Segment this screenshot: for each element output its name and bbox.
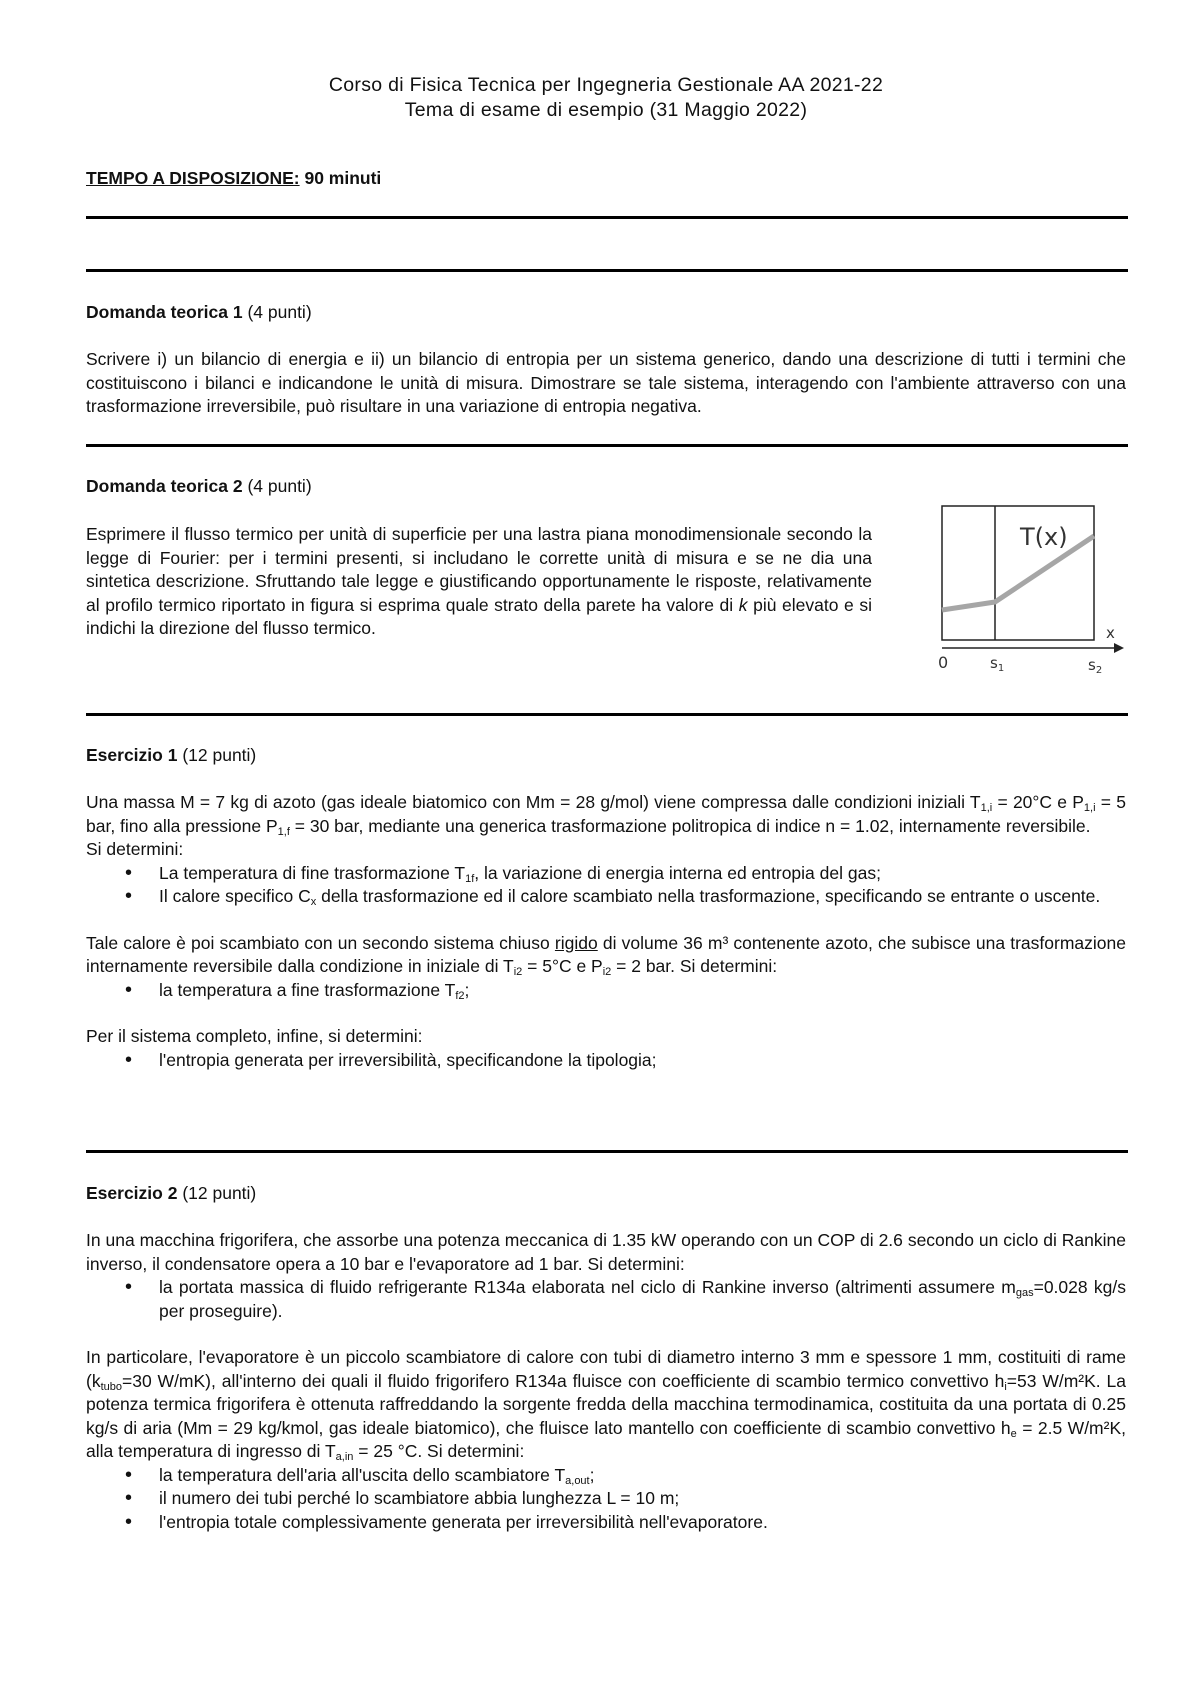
list-item: • il numero dei tubi perché lo scambiatore abbia lunghezza L = 10 m; [159,1487,1126,1511]
q1-heading [86,301,1126,325]
divider-1 [86,216,1128,219]
ex1-body [86,791,1126,1072]
wall-frame [942,506,1094,640]
time-available [86,167,1126,191]
ex1-paragraph-1: Una massa M = 7 kg di azoto (gas ideale biatomico con Mm = 28 g/mol) viene compressa dalle condizioni iniziali $T_{1,i} = 20^\circ C$ e $P_{1,i} = 5$ bar, fino alla pressione $P_{1,f} = 30$ bar, mediante una generica trasformazione politropica di indice n = 1.02, internamente reversibile. [86,792,1126,838]
list-item: • l'entropia totale complessivamente generata per irreversibilità nell'evaporatore. [159,1511,1126,1535]
axis-label-x: x [1106,624,1115,642]
list-item: • l'entropia generata per irreversibilità, specificandone la tipologia; [159,1049,1126,1073]
ex2-list-2 [86,1464,1126,1535]
curve-label: T(x) [1020,523,1068,551]
divider-3 [86,444,1128,447]
ex2-list-1 [86,1276,1126,1323]
time-label: TEMPO A DISPOSIZIONE: [86,168,300,188]
list-item: • Il calore specifico $C_x$ della trasformazione ed il calore scambiato nella trasformazione, specificando se entrante o uscente. [159,885,1126,909]
divider-5 [86,1150,1128,1153]
tick-0: 0 [938,653,949,672]
ex1-list-2 [86,979,1126,1003]
ex2-body [86,1229,1126,1534]
q1-title: Domanda teorica 1 [86,302,243,322]
temperature-profile-curve [942,536,1094,610]
q2-heading [86,475,1126,499]
ex1-paragraph-2: Tale calore è poi scambiato con un secondo sistema chiuso rigido di volume 36 m³ contenente azoto, che subisce una trasformazione internamente reversibile dalla condizione in iniziale di $T_{i2} = 5^\circ C$ e $P_{i2} = 2$ bar. Si determini: [86,932,1126,978]
q2-points: (4 punti) [247,476,312,496]
ex2-points: (12 punti) [182,1183,257,1203]
ex1-list-1 [86,862,1126,909]
ex2-title: Esercizio 2 [86,1183,178,1203]
exam-subtitle: Tema di esame di esempio (31 Maggio 2022) [404,99,808,121]
q2-text-a: Esprimere il flusso termico per unità di superficie per una lastra piana monodimensionale secondo la legge di Fourier: per i termini presenti, si includano le corrette unità di misura e se ne dia una sintetica descrizione. Sfruttando tale legge e giustificando opportunamente le risposte, relativamente al profilo termico riportato in figura si esprima quale strato della parete ha valore di [86,524,872,615]
divider-2 [86,269,1128,272]
list-item: • La temperatura di fine trasformazione $T_{1f}$, la variazione di energia interna ed entropia del gas; [159,862,1126,886]
q2-title: Domanda teorica 2 [86,476,243,496]
list-item: • la temperatura a fine trasformazione $T_{f2}$; [159,979,1126,1003]
list-item: • la temperatura dell'aria all'uscita dello scambiatore $T_{a,out}$; [159,1464,1126,1488]
ex1-paragraph-3: Per il sistema completo, infine, si determini: [86,1026,423,1046]
q2-text-b: più elevato e si indichi la direzione del flusso termico. [86,594,872,638]
ex1-heading [86,744,1126,768]
ex1-points: (12 punti) [182,745,257,765]
q1-points: (4 punti) [247,302,312,322]
x-axis-arrow-icon [1114,643,1124,653]
ex2-heading [86,1182,1126,1206]
q2-text [86,523,872,641]
tick-s2: $s_2$ [1088,656,1103,676]
ex2-paragraph-1: In una macchina frigorifera, che assorbe una potenza meccanica di 1.35 kW operando con un COP di 2.6 secondo un ciclo di Rankine inverso, il condensatore opera a 10 bar e l'evaporatore ad 1 bar. Si determini: [86,1230,1126,1274]
time-value: 90 minuti [304,168,382,188]
thermal-profile-figure [938,500,1128,680]
list-item: • la portata massica di fluido refrigerante R134a elaborata nel ciclo di Rankine inverso (altrimenti assumere $m_{gas}=0.028$ kg/s per proseguire). [159,1276,1126,1323]
ex1-title: Esercizio 1 [86,745,178,765]
ex2-paragraph-2: In particolare, l'evaporatore è un piccolo scambiatore di calore con tubi di diametro interno 3 mm e spessore 1 mm, costituiti di rame ($k_{tubo}=30$ W/mK), all'interno dei quali il fluido frigorifero R134a fluisce con coefficiente di scambio termico convettivo $h_i=53$ W/m²K. La potenza termica frigorifera è ottenuta raffreddando la sorgente fredda della macchina termodinamica, costituita da una portata di 0.25 kg/s di aria (Mm = 29 kg/kmol, gas ideale biatomico), che fluisce lato mantello con coefficiente di scambio convettivo $h_e = 2.5$ W/m²K, alla temperatura di ingresso di $T_{a,in} = 25$ °C. Si determini: [86,1347,1126,1463]
divider-4 [86,713,1128,716]
ex1-determine: Si determini: [86,839,184,859]
q2-k-symbol: k [738,594,748,615]
tick-s1: $s_1$ [990,654,1005,674]
course-title: Corso di Fisica Tecnica per Ingegneria Gestionale AA 2021-22 [328,74,884,96]
ex1-list-3 [86,1049,1126,1073]
q1-text: Scrivere i) un bilancio di energia e ii) un bilancio di entropia per un sistema generico, dando una descrizione di tutti i termini che costituiscono i bilanci e indicandone le unità di misura. Dimostrare se tale sistema, interagendo con l'ambiente attraverso con una trasformazione irreversibile, può risultare in una variazione di entropia negativa. [86,349,1126,416]
